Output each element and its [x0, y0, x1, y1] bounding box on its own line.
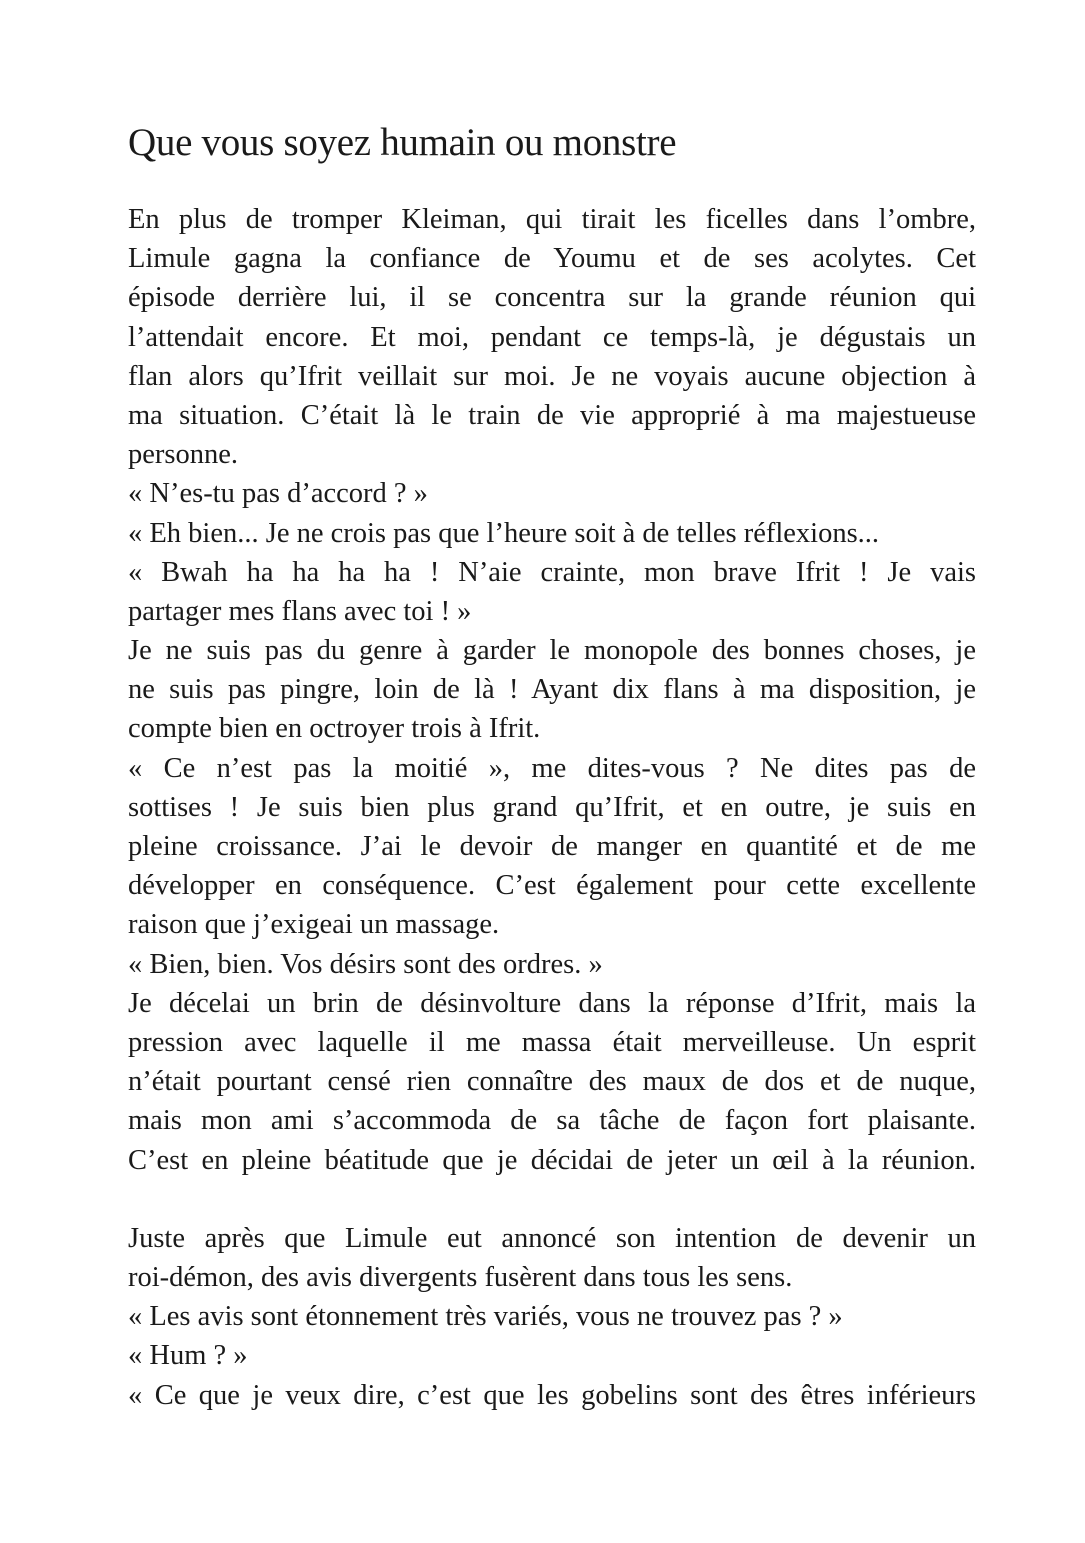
text-line: « Ce n’est pas la moitié », me dites-vous ? Ne dites pas de — [128, 752, 976, 784]
text-line: Limule gagna la confiance de Youmu et de ses acolytes. Cet — [128, 243, 976, 275]
text-line: pleine croissance. J’ai le devoir de manger en quantité et de me — [128, 831, 976, 862]
text-line: Je ne suis pas du genre à garder le monopole des bonnes choses, je — [128, 635, 976, 667]
text-line: partager mes flans avec toi ! » — [128, 595, 472, 627]
text-line: sottises ! Je suis bien plus grand qu’Ifrit, et en outre, je suis en — [128, 791, 976, 823]
text-line: En plus de tromper Kleiman, qui tirait les ficelles dans l’ombre, — [128, 204, 976, 235]
text-line: ne suis pas pingre, loin de là ! Ayant dix flans à ma disposition, je — [128, 674, 976, 706]
text-line: ma situation. C’était là le train de vie approprié à ma majestueuse — [128, 399, 976, 431]
text-line: C’est en pleine béatitude que je décidai de jeter un œil à la réunion. — [128, 1144, 976, 1176]
text-line: « Eh bien... Je ne crois pas que l’heure soit à de telles réflexions... — [128, 517, 880, 549]
text-line: développer en conséquence. C’est également pour cette excellente — [128, 870, 976, 902]
text-line: flan alors qu’Ifrit veillait sur moi. Je ne voyais aucune objection à — [128, 360, 976, 392]
text-line: « N’es-tu pas d’accord ? » — [128, 478, 428, 510]
text-line: mais mon ami s’accommoda de sa tâche de façon fort plaisante. — [128, 1105, 976, 1137]
text-line: Je décelai un brin de désinvolture dans la réponse d’Ifrit, mais la — [128, 987, 976, 1019]
text-line: « Les avis sont étonnement très variés, vous ne trouvez pas ? » — [128, 1301, 843, 1333]
body-text — [128, 200, 976, 1415]
text-line: raison que j’exigeai un massage. — [128, 909, 500, 941]
text-line: l’attendait encore. Et moi, pendant ce temps-là, je dégustais un — [128, 321, 976, 353]
text-line: n’était pourtant censé rien connaître des maux de dos et de nuque, — [128, 1066, 976, 1098]
text-line: roi-démon, des avis divergents fusèrent dans tous les sens. — [128, 1262, 793, 1294]
chapter-title: Que vous soyez humain ou monstre — [128, 121, 677, 164]
text-line: « Bien, bien. Vos désirs sont des ordres. » — [128, 948, 603, 980]
paragraph-break — [128, 1180, 976, 1219]
text-line: pression avec laquelle il me massa était merveilleuse. Un esprit — [128, 1026, 976, 1058]
text-line: personne. — [128, 439, 239, 471]
text-line: compte bien en octroyer trois à Ifrit. — [128, 713, 541, 745]
text-line: « Hum ? » — [128, 1340, 248, 1372]
text-line: Juste après que Limule eut annoncé son intention de devenir un — [128, 1222, 976, 1254]
text-line: « Bwah ha ha ha ha ! N’aie crainte, mon brave Ifrit ! Je vais — [128, 556, 976, 588]
text-line: « Ce que je veux dire, c’est que les gobelins sont des êtres inférieurs — [128, 1379, 976, 1411]
text-line: épisode derrière lui, il se concentra sur la grande réunion qui — [128, 282, 976, 314]
